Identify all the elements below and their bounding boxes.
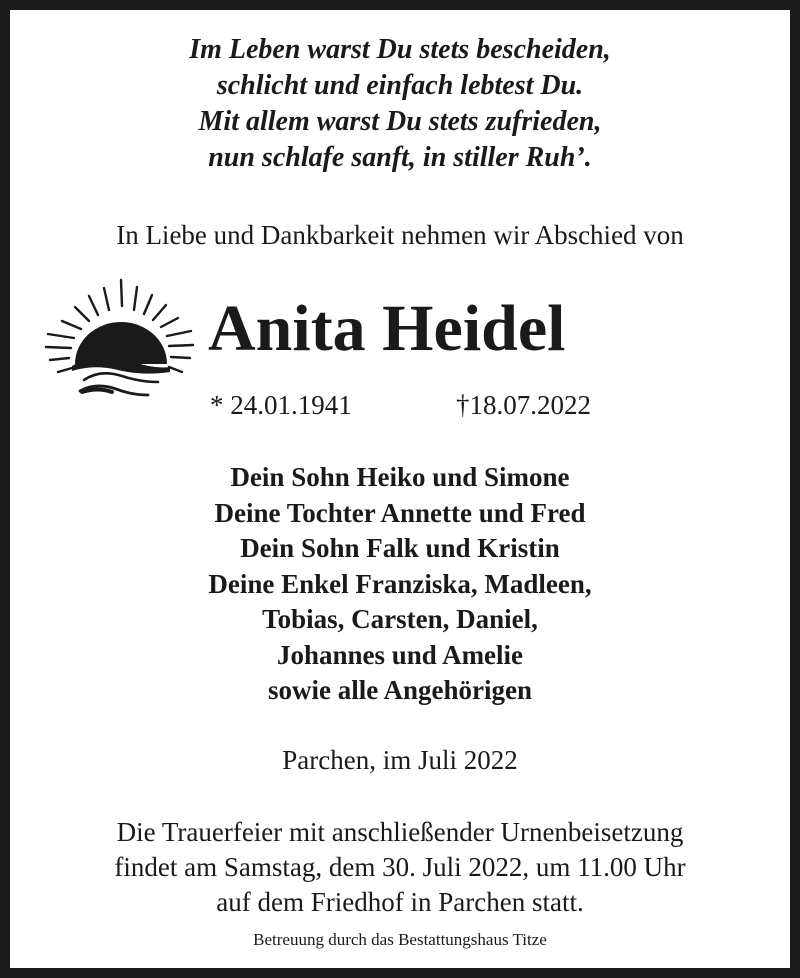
funeral-line: auf dem Friedhof in Parchen statt.: [216, 887, 584, 917]
mourners-list: [20, 460, 780, 709]
intro-text: In Liebe und Dankbarkeit nehmen wir Abschied von: [116, 220, 684, 250]
place-date: Parchen, im Juli 2022: [282, 745, 518, 775]
mourner-line: Tobias, Carsten, Daniel,: [262, 604, 538, 634]
poem-line: schlicht und einfach lebtest Du.: [216, 70, 584, 101]
mourner-line: Johannes und Amelie: [276, 639, 524, 670]
funeral-line: findet am Samstag, dem 30. Juli 2022, um 11.00 Uhr: [114, 852, 686, 882]
poem-line: Mit allem warst Du stets zufrieden,: [198, 106, 602, 137]
undertaker-credit: Betreuung durch das Bestattungshaus Titze: [253, 930, 547, 949]
mourner-line: Deine Tochter Annette und Fred: [214, 497, 586, 528]
mourner-line: Dein Sohn Heiko und Simone: [230, 462, 570, 492]
poem-line: Im Leben warst Du stets bescheiden,: [189, 34, 611, 65]
mourner-line: sowie alle Angehörigen: [268, 675, 532, 705]
funeral-notice: [20, 815, 780, 920]
death-date: †18.07.2022: [456, 390, 591, 420]
mourner-line: Deine Enkel Franziska, Madleen,: [208, 568, 592, 599]
poem: [20, 32, 780, 176]
birth-date: * 24.01.1941: [210, 390, 352, 420]
mourner-line: Dein Sohn Falk und Kristin: [240, 533, 560, 563]
funeral-line: Die Trauerfeier mit anschließender Urnenbeisetzung: [116, 817, 684, 847]
rising-sun-icon: [38, 276, 200, 410]
poem-line: nun schlafe sanft, in stiller Ruh’.: [208, 142, 592, 173]
deceased-name: Anita Heidel: [208, 292, 566, 365]
